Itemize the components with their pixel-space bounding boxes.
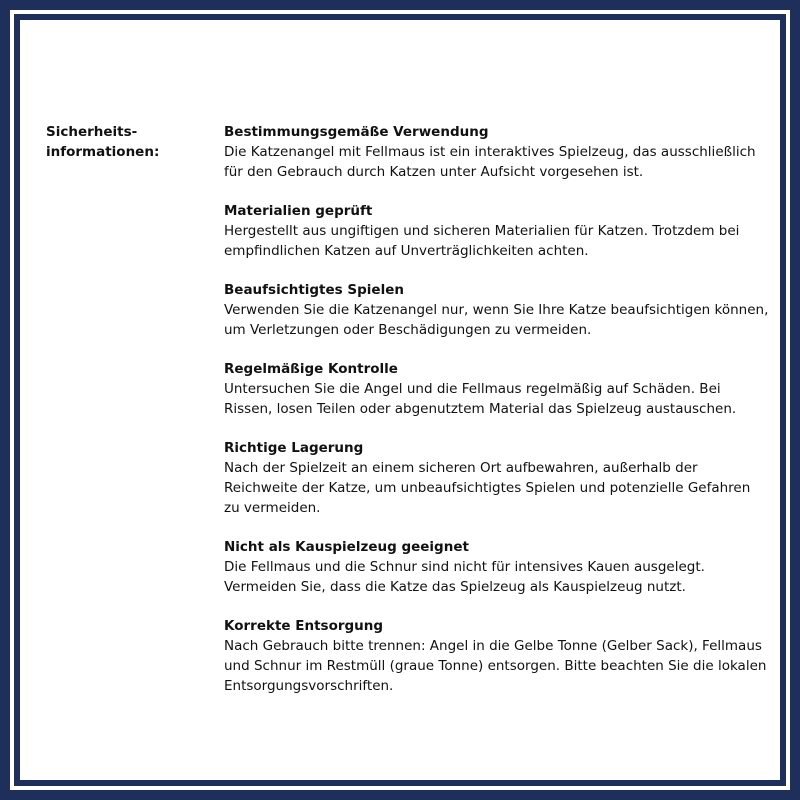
section-proper-storage [224,438,769,518]
section-title: Bestimmungsgemäße Verwendung [224,124,489,140]
section-title: Richtige Lagerung [224,440,364,456]
section-title: Nicht als Kauspielzeug geeignet [224,539,469,555]
section-body: Die Katzenangel mit Fellmaus ist ein interaktives Spielzeug, das ausschließlich für den Gebrauch durch Katzen unter Aufsicht vorgesehen ist. [224,144,756,180]
section-body: Nach Gebrauch bitte trennen: Angel in die Gelbe Tonne (Gelber Sack), Fellmaus und Schnur im Restmüll (graue Tonne) entsorgen. Bitte beachten Sie die lokalen Entsorgungsvorschriften. [224,638,767,694]
section-supervised-play [224,280,769,340]
section-body: Nach der Spielzeit an einem sicheren Ort aufbewahren, außerhalb der Reichweite der Katze, um unbeaufsichtigtes Spielen und potenzielle Gefahren zu vermeiden. [224,460,751,516]
safety-info-label: Sicherheits- informationen: [46,124,160,160]
section-body: Hergestellt aus ungiftigen und sicheren Materialien für Katzen. Trotzdem bei empfindlichen Katzen auf Unverträglichkeiten achten. [224,223,740,259]
section-title: Materialien geprüft [224,203,373,219]
section-materials-tested [224,201,769,261]
section-not-chew-toy [224,537,769,597]
safety-info-sections [224,122,769,715]
section-intended-use [224,122,769,182]
section-title: Korrekte Entsorgung [224,618,384,634]
section-body: Untersuchen Sie die Angel und die Fellmaus regelmäßig auf Schäden. Bei Rissen, losen Teilen oder abgenutztem Material das Spielzeug austauschen. [224,381,737,417]
section-title: Regelmäßige Kontrolle [224,361,398,377]
section-title: Beaufsichtigtes Spielen [224,282,404,298]
section-regular-inspection [224,359,769,419]
section-body: Verwenden Sie die Katzenangel nur, wenn Sie Ihre Katze beaufsichtigen können, um Verletzungen oder Beschädigungen zu vermeiden. [224,302,769,338]
section-disposal [224,616,769,696]
section-body: Die Fellmaus und die Schnur sind nicht für intensives Kauen ausgelegt. Vermeiden Sie, dass die Katze das Spielzeug als Kauspielzeug nutzt. [224,559,705,595]
